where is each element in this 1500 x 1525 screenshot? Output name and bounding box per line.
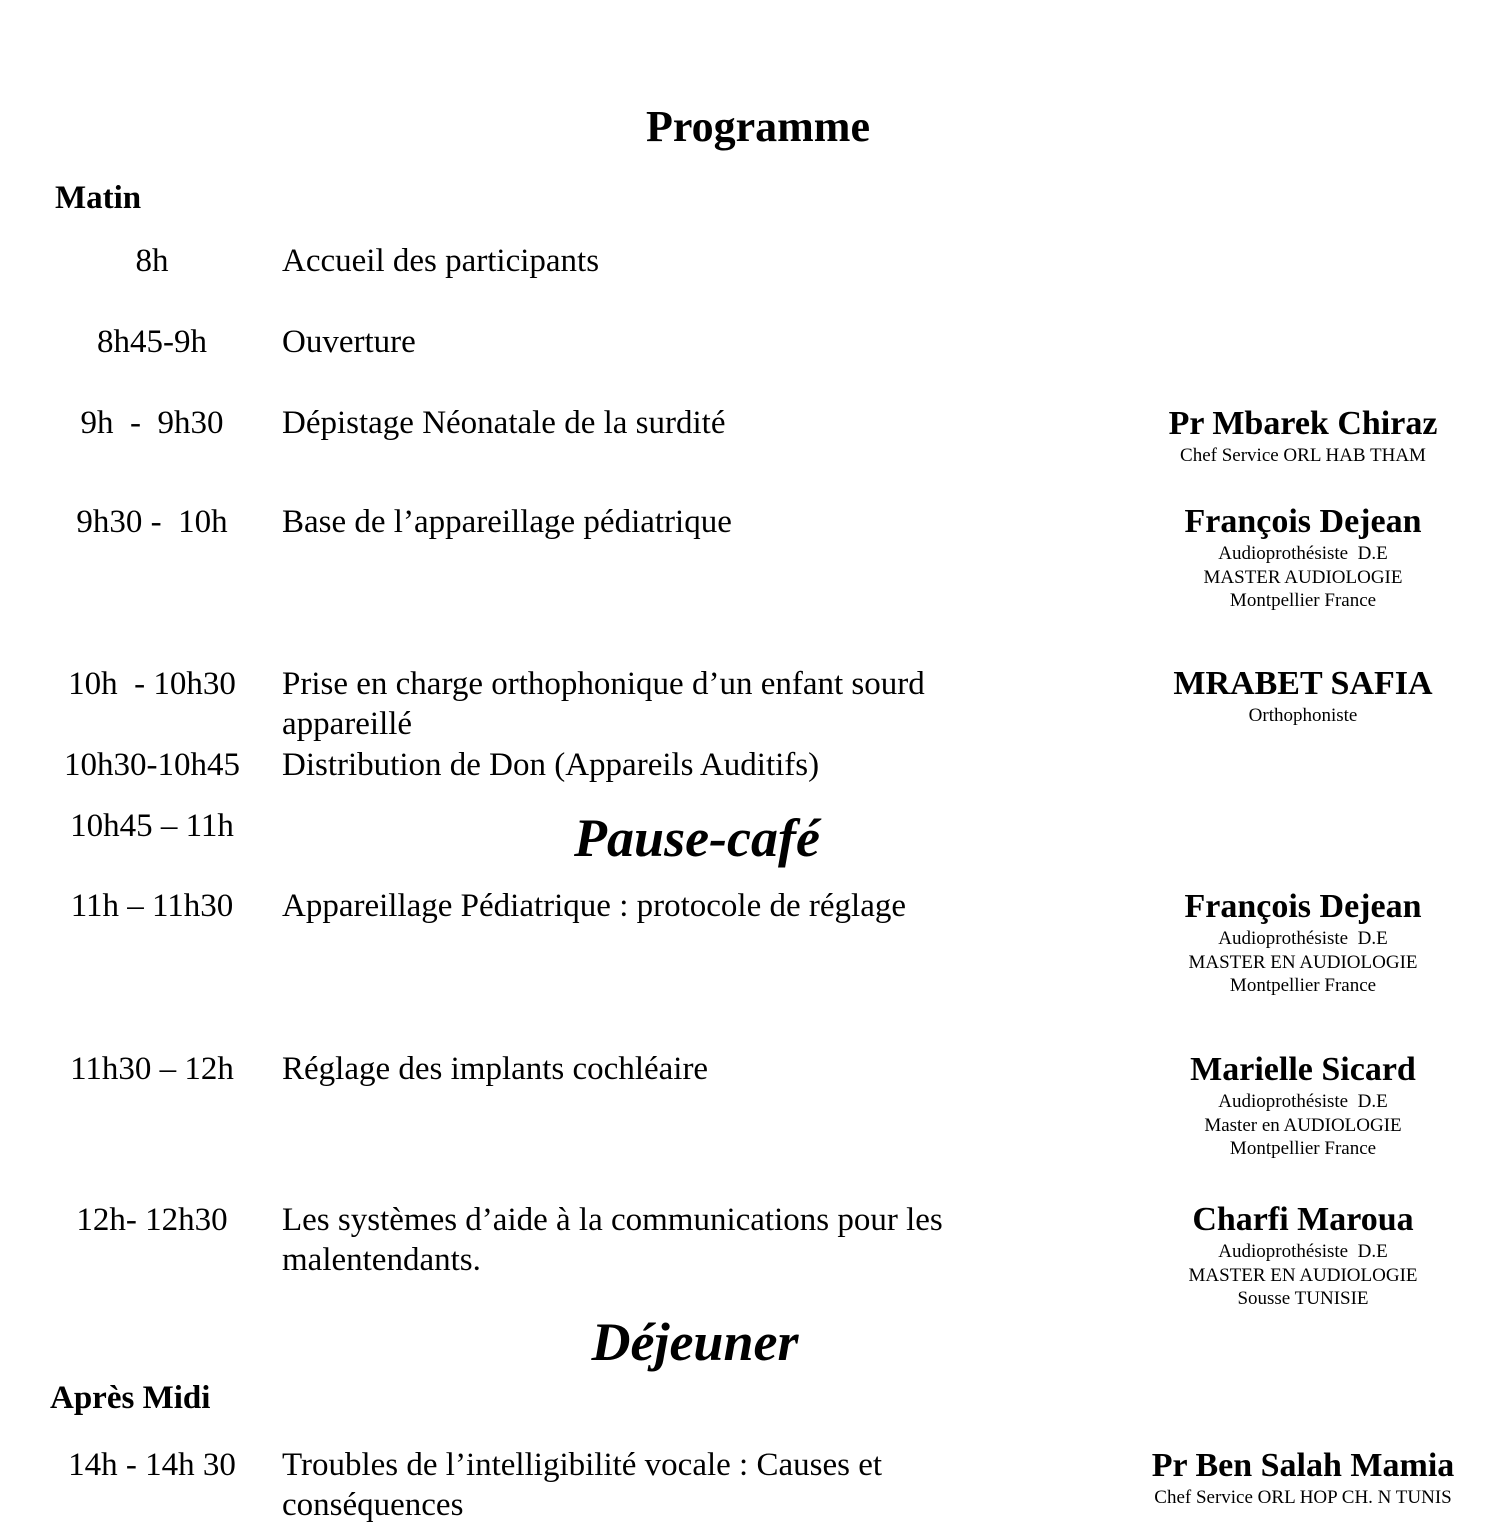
speaker-detail: Master en AUDIOLOGIE [1204, 1114, 1402, 1136]
speaker-detail: MASTER EN AUDIOLOGIE [1188, 1264, 1418, 1286]
speaker [1103, 404, 1500, 468]
topic: malentendants. [282, 1242, 481, 1278]
speaker-detail: Montpellier France [1229, 590, 1377, 611]
topic: Distribution de Don (Appareils Auditifs) [282, 747, 820, 783]
speaker-name: François Dejean [1184, 888, 1422, 925]
speaker-detail: Montpellier France [1229, 1138, 1377, 1159]
speaker [1103, 1050, 1500, 1161]
coffee-break: Pause-café [574, 808, 820, 868]
speaker-detail: MASTER EN AUDIOLOGIE [1188, 951, 1418, 973]
topic: Ouverture [282, 324, 416, 360]
lunch-break: Déjeuner [591, 1312, 799, 1372]
speaker-detail: Audioprothésiste D.E [1218, 543, 1388, 564]
speaker-name: Pr Mbarek Chiraz [1168, 405, 1438, 442]
speaker-detail: Montpellier France [1229, 975, 1377, 996]
time: 11h30 – 12h [70, 1051, 234, 1087]
time: 10h - 10h30 [68, 666, 236, 702]
speaker [1103, 887, 1500, 998]
speaker-detail: Sousse TUNISIE [1237, 1288, 1369, 1309]
speaker-detail: Chef Service ORL HAB THAM [1180, 445, 1426, 466]
section-morning: Matin [55, 180, 142, 216]
time: 12h- 12h30 [76, 1202, 228, 1238]
topic: Réglage des implants cochléaire [282, 1051, 709, 1087]
time: 8h [135, 243, 169, 279]
speaker-name: François Dejean [1184, 503, 1422, 540]
speaker-detail: Chef Service ORL HOP CH. N TUNIS [1154, 1487, 1452, 1508]
time: 10h45 – 11h [70, 808, 234, 844]
speaker-name: Charfi Maroua [1192, 1201, 1414, 1238]
speaker-name: MRABET SAFIA [1173, 665, 1433, 702]
speaker [1103, 1200, 1500, 1311]
section-afternoon: Après Midi [50, 1380, 211, 1416]
speaker-detail: MASTER AUDIOLOGIE [1203, 566, 1403, 588]
speaker-detail: Audioprothésiste D.E [1218, 1091, 1388, 1112]
topic: conséquences [282, 1487, 464, 1523]
time: 8h45-9h [97, 324, 207, 360]
time: 9h - 9h30 [80, 405, 224, 441]
topic: Accueil des participants [282, 243, 600, 279]
topic: Dépistage Néonatale de la surdité [282, 405, 726, 441]
time: 9h30 - 10h [76, 504, 228, 540]
topic: Appareillage Pédiatrique : protocole de réglage [282, 888, 906, 924]
page-title: Programme [646, 102, 870, 151]
speaker-detail: Audioprothésiste D.E [1218, 1241, 1388, 1262]
topic: Base de l’appareillage pédiatrique [282, 504, 732, 540]
speaker-detail: Audioprothésiste D.E [1218, 928, 1388, 949]
topic: appareillé [282, 706, 413, 742]
speaker-detail: Orthophoniste [1248, 705, 1358, 726]
topic: Prise en charge orthophonique d’un enfant sourd [282, 666, 925, 702]
time: 14h - 14h 30 [68, 1447, 236, 1483]
speaker [1103, 502, 1500, 613]
speaker [1103, 664, 1500, 728]
topic: Troubles de l’intelligibilité vocale : Causes et [282, 1447, 883, 1483]
time: 11h – 11h30 [70, 888, 234, 924]
time: 10h30-10h45 [64, 747, 240, 783]
topic: Les systèmes d’aide à la communications pour les [282, 1202, 943, 1238]
speaker-name: Pr Ben Salah Mamia [1151, 1447, 1455, 1484]
speaker-name: Marielle Sicard [1190, 1051, 1416, 1088]
